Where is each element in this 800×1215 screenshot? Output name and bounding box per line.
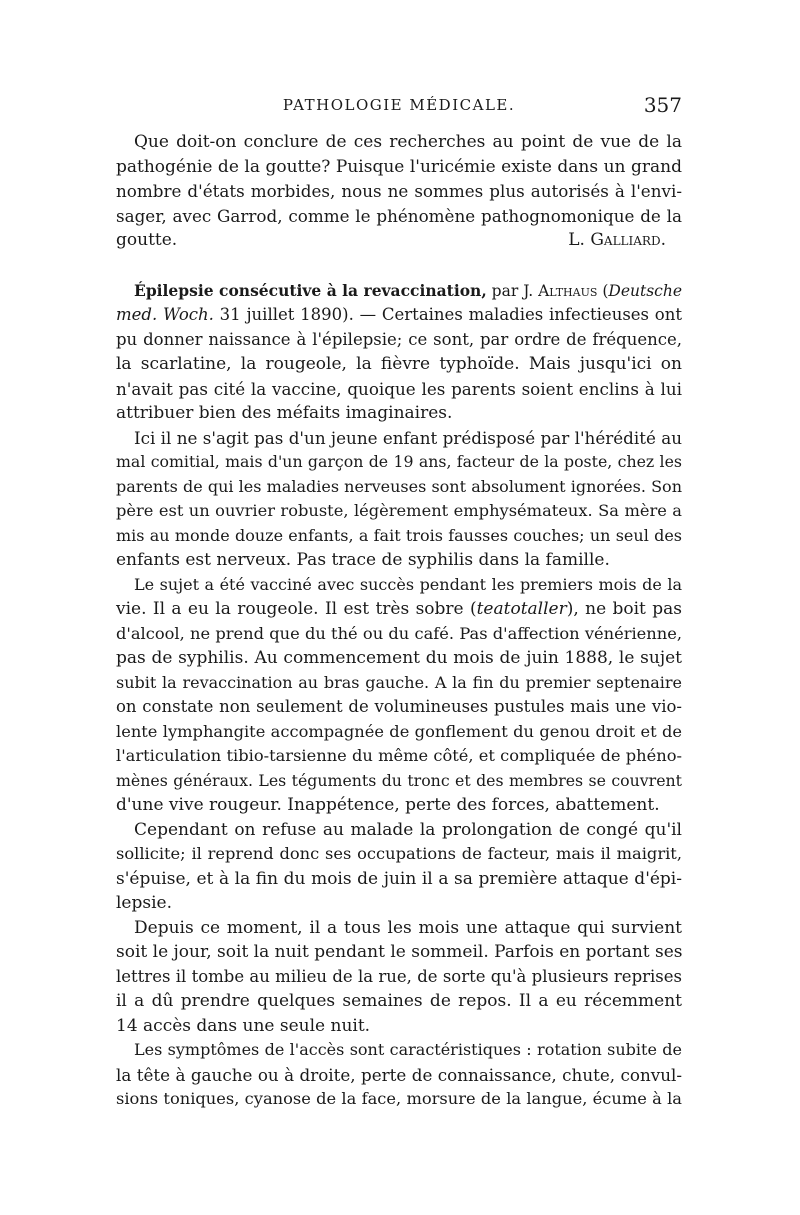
text-line: père est un ouvrier robuste, légèrement emphysémateux. Sa mère a: [116, 501, 682, 520]
text-fragment: 31 juillet 1890). — Certaines maladies infectieuses ont: [213, 305, 682, 324]
text-line: Depuis ce moment, il a tous les mois une attaque qui survient: [134, 917, 682, 938]
text-line: lente lymphangite accompagnée de gonflement du genou droit et de: [116, 721, 682, 741]
text-line: parents de qui les maladies nerveuses sont absolument ignorées. Son: [116, 476, 682, 496]
text-line: Les symptômes de l'accès sont caractéristiques : rotation subite de: [134, 1040, 682, 1059]
paragraph-article-intro: [116, 279, 682, 426]
section-spacer: [116, 253, 682, 279]
text-line: Ici il ne s'agit pas d'un jeune enfant prédisposé par l'hérédité au: [134, 427, 682, 448]
text-line: 14 accès dans une seule nuit.: [116, 1015, 371, 1036]
text-line: sollicite; il reprend donc ses occupations de facteur, mais il maigrit,: [116, 844, 682, 863]
article-source: Deutsche: [608, 281, 682, 300]
text-line: subit la revaccination au bras gauche. A la fin du premier septenaire: [116, 672, 682, 692]
text-line: s'épuise, et à la fin du mois de juin il a sa première attaque d'épi-: [116, 868, 682, 889]
body-text: [116, 130, 682, 1112]
article-heading-line: [116, 279, 682, 304]
text-fragment: (: [597, 281, 609, 300]
text-line: lettres il tombe au milieu de la rue, de sorte qu'à plusieurs reprises: [116, 966, 682, 986]
text-line: la tête à gauche ou à droite, perte de connaissance, chute, convul-: [116, 1064, 682, 1085]
text-line: soit le jour, soit la nuit pendant le sommeil. Parfois en portant ses: [116, 942, 683, 962]
text-line: Que doit-on conclure de ces recherches au point de vue de la: [134, 132, 682, 152]
paragraph-symptoms: [116, 1038, 682, 1112]
text-line: Cependant on refuse au malade la prolongation de congé qu'il: [134, 819, 682, 840]
article-source-continued: med. Woch.: [116, 305, 214, 324]
text-line: d'une vive rougeur. Inappétence, perte des forces, abattement.: [116, 795, 660, 815]
author-signature: L. Galliard.: [568, 230, 666, 250]
text-line: enfants est nerveux. Pas trace de syphilis dans la famille.: [116, 550, 610, 570]
text-line: lepsie.: [116, 893, 173, 913]
paragraph-patient-history: [116, 426, 682, 573]
text-line: n'avait pas cité la vaccine, quoique les parents soient enclins à lui: [116, 378, 682, 399]
page-number: 357: [643, 93, 682, 117]
text-line: mis au monde douze enfants, a fait trois fausses couches; un seul des: [116, 525, 682, 545]
text-line: pathogénie de la goutte? Puisque l'uricémie existe dans un grand: [116, 156, 682, 177]
text-line: mal comitial, mais d'un garçon de 19 ans, facteur de la poste, chez les: [116, 452, 682, 471]
text-fragment: par J.: [486, 281, 539, 300]
text-line: mènes généraux. Les téguments du tronc et des membres se couvrent: [116, 770, 682, 790]
running-title: PATHOLOGIE MÉDICALE.: [282, 96, 516, 114]
text-line: on constate non seulement de volumineuses pustules mais une vio-: [116, 697, 682, 716]
paragraph-first-attack: [116, 818, 682, 916]
text-line: pu donner naissance à l'épilepsie; ce sont, par ordre de fréquence,: [116, 329, 682, 349]
text-line: sions toniques, cyanose de la face, morsure de la langue, écume à la: [116, 1089, 682, 1108]
text-line: d'alcool, ne prend que du thé ou du café. Pas d'affection vénérienne,: [116, 623, 682, 643]
text-line: nombre d'états morbides, nous ne sommes plus autorisés à l'envi-: [116, 181, 682, 201]
paragraph-monthly-attacks: [116, 916, 682, 1039]
text-line: l'articulation tibio-tarsienne du même côté, et compliquée de phéno-: [116, 746, 682, 765]
paragraph-goutte-conclusion: [116, 130, 682, 253]
page-header: [116, 95, 682, 125]
article-author: Althaus: [538, 281, 598, 300]
text-fragment: ), ne boit pas: [566, 599, 682, 619]
article-title: Épilepsie consécutive à la revaccination,: [134, 280, 487, 300]
text-line: pas de syphilis. Au commencement du mois de juin 1888, le sujet: [116, 648, 682, 668]
italic-term: teatotaller: [476, 599, 567, 619]
text-line: sager, avec Garrod, comme le phénomène pathognomonique de la: [116, 205, 682, 226]
paragraph-revaccination: [116, 573, 682, 818]
text-line: Le sujet a été vacciné avec succès pendant les premiers mois de la: [134, 574, 682, 594]
text-line-with-italic: [116, 597, 682, 622]
text-fragment: vie. Il a eu la rougeole. Il est très sobre (: [116, 599, 477, 619]
text-line: attribuer bien des méfaits imaginaires.: [116, 403, 453, 423]
text-line: il a dû prendre quelques semaines de repos. Il a eu récemment: [116, 991, 682, 1011]
text-line-with-signature: [116, 228, 682, 253]
text-fragment: goutte.: [116, 230, 178, 250]
text-line: la scarlatine, la rougeole, la fièvre typhoïde. Mais jusqu'ici on: [116, 354, 682, 374]
article-citation-line: [116, 303, 682, 328]
